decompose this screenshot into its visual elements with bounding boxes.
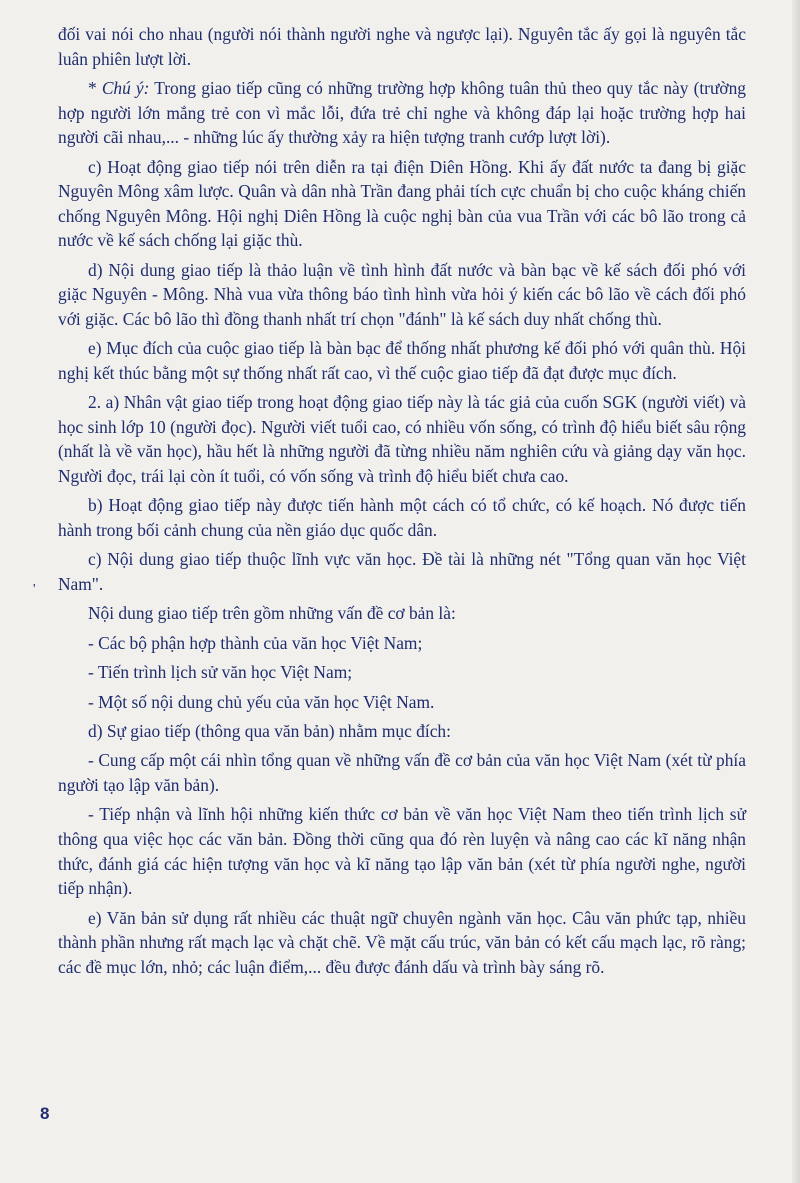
page-number: 8 bbox=[40, 1104, 50, 1123]
paragraph-note bbox=[58, 76, 746, 150]
paragraph-1d: d) Nội dung giao tiếp là thảo luận về tình hình đất nước và bàn bạc về kế sách đối phó với giặc Nguyên - Mông. Nhà vua vừa thông báo tình hình vừa hỏi ý kiến các bô lão về cách đối phó với giặc. Các bô lão thì đồng thanh nhất trí chọn "đánh" là kế sách duy nhất chống thù. bbox=[58, 259, 746, 329]
paragraph-2e: e) Văn bản sử dụng rất nhiều các thuật ngữ chuyên ngành văn học. Câu văn phức tạp, nhiều thành phần nhưng rất mạch lạc và chặt chẽ. Về mặt cấu trúc, văn bản có kết cấu mạch lạc, rõ ràng; các đề mục lớn, nhỏ; các luận điểm,... đều được đánh dấu và trình bày sáng rõ. bbox=[58, 907, 746, 977]
paragraph-1e: e) Mục đích của cuộc giao tiếp là bàn bạc để thống nhất phương kế đối phó với quân thù. Hội nghị kết thúc bằng một sự thống nhất rất cao, vì thế cuộc giao tiếp đã đạt được mục đích. bbox=[58, 338, 746, 383]
margin-mark: ' bbox=[33, 582, 36, 597]
paragraph-continuation: đối vai nói cho nhau (người nói thành người nghe và ngược lại). Nguyên tắc ấy gọi là nguyên tắc luân phiên lượt lời. bbox=[58, 24, 746, 69]
paragraph-content-intro: Nội dung giao tiếp trên gồm những vấn đề cơ bản là: bbox=[88, 603, 456, 624]
paragraph-2b: b) Hoạt động giao tiếp này được tiến hành một cách có tổ chức, có kế hoạch. Nó được tiến hành trong bối cảnh chung của nền giáo dục quốc dân. bbox=[58, 495, 746, 541]
paragraph-2d: d) Sự giao tiếp (thông qua văn bản) nhằm mục đích: bbox=[88, 721, 451, 741]
list-item: - Một số nội dung chủ yếu của văn học Việt Nam. bbox=[88, 691, 435, 712]
note-label: Chú ý: bbox=[101, 77, 150, 98]
page-edge bbox=[792, 0, 800, 1183]
paragraph-2a: 2. a) Nhân vật giao tiếp trong hoạt động giao tiếp này là tác giả của cuốn SGK (người viết) và học sinh lớp 10 (người đọc). Người viết tuổi cao, có nhiều vốn sống, có trình độ hiểu biết sâu rộng (nhất là về văn học), hầu hết là những người đã từng nhiều năm nghiên cứu và giảng dạy văn học. Người đọc, trái lại còn ít tuổi, có vốn sống và trình độ hiểu biết chưa cao. bbox=[58, 392, 746, 487]
note-prefix: * bbox=[88, 77, 102, 98]
paragraph-2c: c) Nội dung giao tiếp thuộc lĩnh vực văn học. Đề tài là những nét "Tổng quan văn học Việt Nam". bbox=[58, 549, 746, 595]
note-text: Trong giao tiếp cũng có những trường hợp không tuân thủ theo quy tắc này (trường hợp người lớn mắng trẻ con vì mắc lỗi, đứa trẻ chỉ nghe và không đáp lại hoặc trường hợp hai người cãi nhau,... - những lúc ấy thường xảy ra hiện tượng tranh cướp lượt lời). bbox=[58, 77, 746, 148]
list-item: - Tiến trình lịch sử văn học Việt Nam; bbox=[88, 662, 353, 683]
list-item: - Tiếp nhận và lĩnh hội những kiến thức cơ bản về văn học Việt Nam theo tiến trình lịch sử thông qua việc học các văn bản. Đồng thời cũng qua đó rèn luyện và nâng cao các kĩ năng nhận thức, đánh giá các hiện tượng văn học và kĩ năng tạo lập văn bản (xét từ phía người nghe, người tiếp nhận). bbox=[58, 804, 746, 899]
list-item: - Cung cấp một cái nhìn tổng quan về những vấn đề cơ bản của văn học Việt Nam (xét từ phía người tạo lập văn bản). bbox=[58, 750, 746, 795]
body-text bbox=[58, 22, 746, 984]
paragraph-1c: c) Hoạt động giao tiếp nói trên diễn ra tại điện Diên Hồng. Khi ấy đất nước ta đang bị giặc Nguyên Mông xâm lược. Quân và dân nhà Trần đang phải tích cực chuẩn bị cho cuộc kháng chiến chống Nguyên Mông. Hội nghị Diên Hồng là cuộc nghị bàn của vua Trần với các bô lão trong cả nước về kế sách chống lại giặc thù. bbox=[58, 156, 746, 251]
list-item: - Các bộ phận hợp thành của văn học Việt Nam; bbox=[88, 632, 423, 653]
